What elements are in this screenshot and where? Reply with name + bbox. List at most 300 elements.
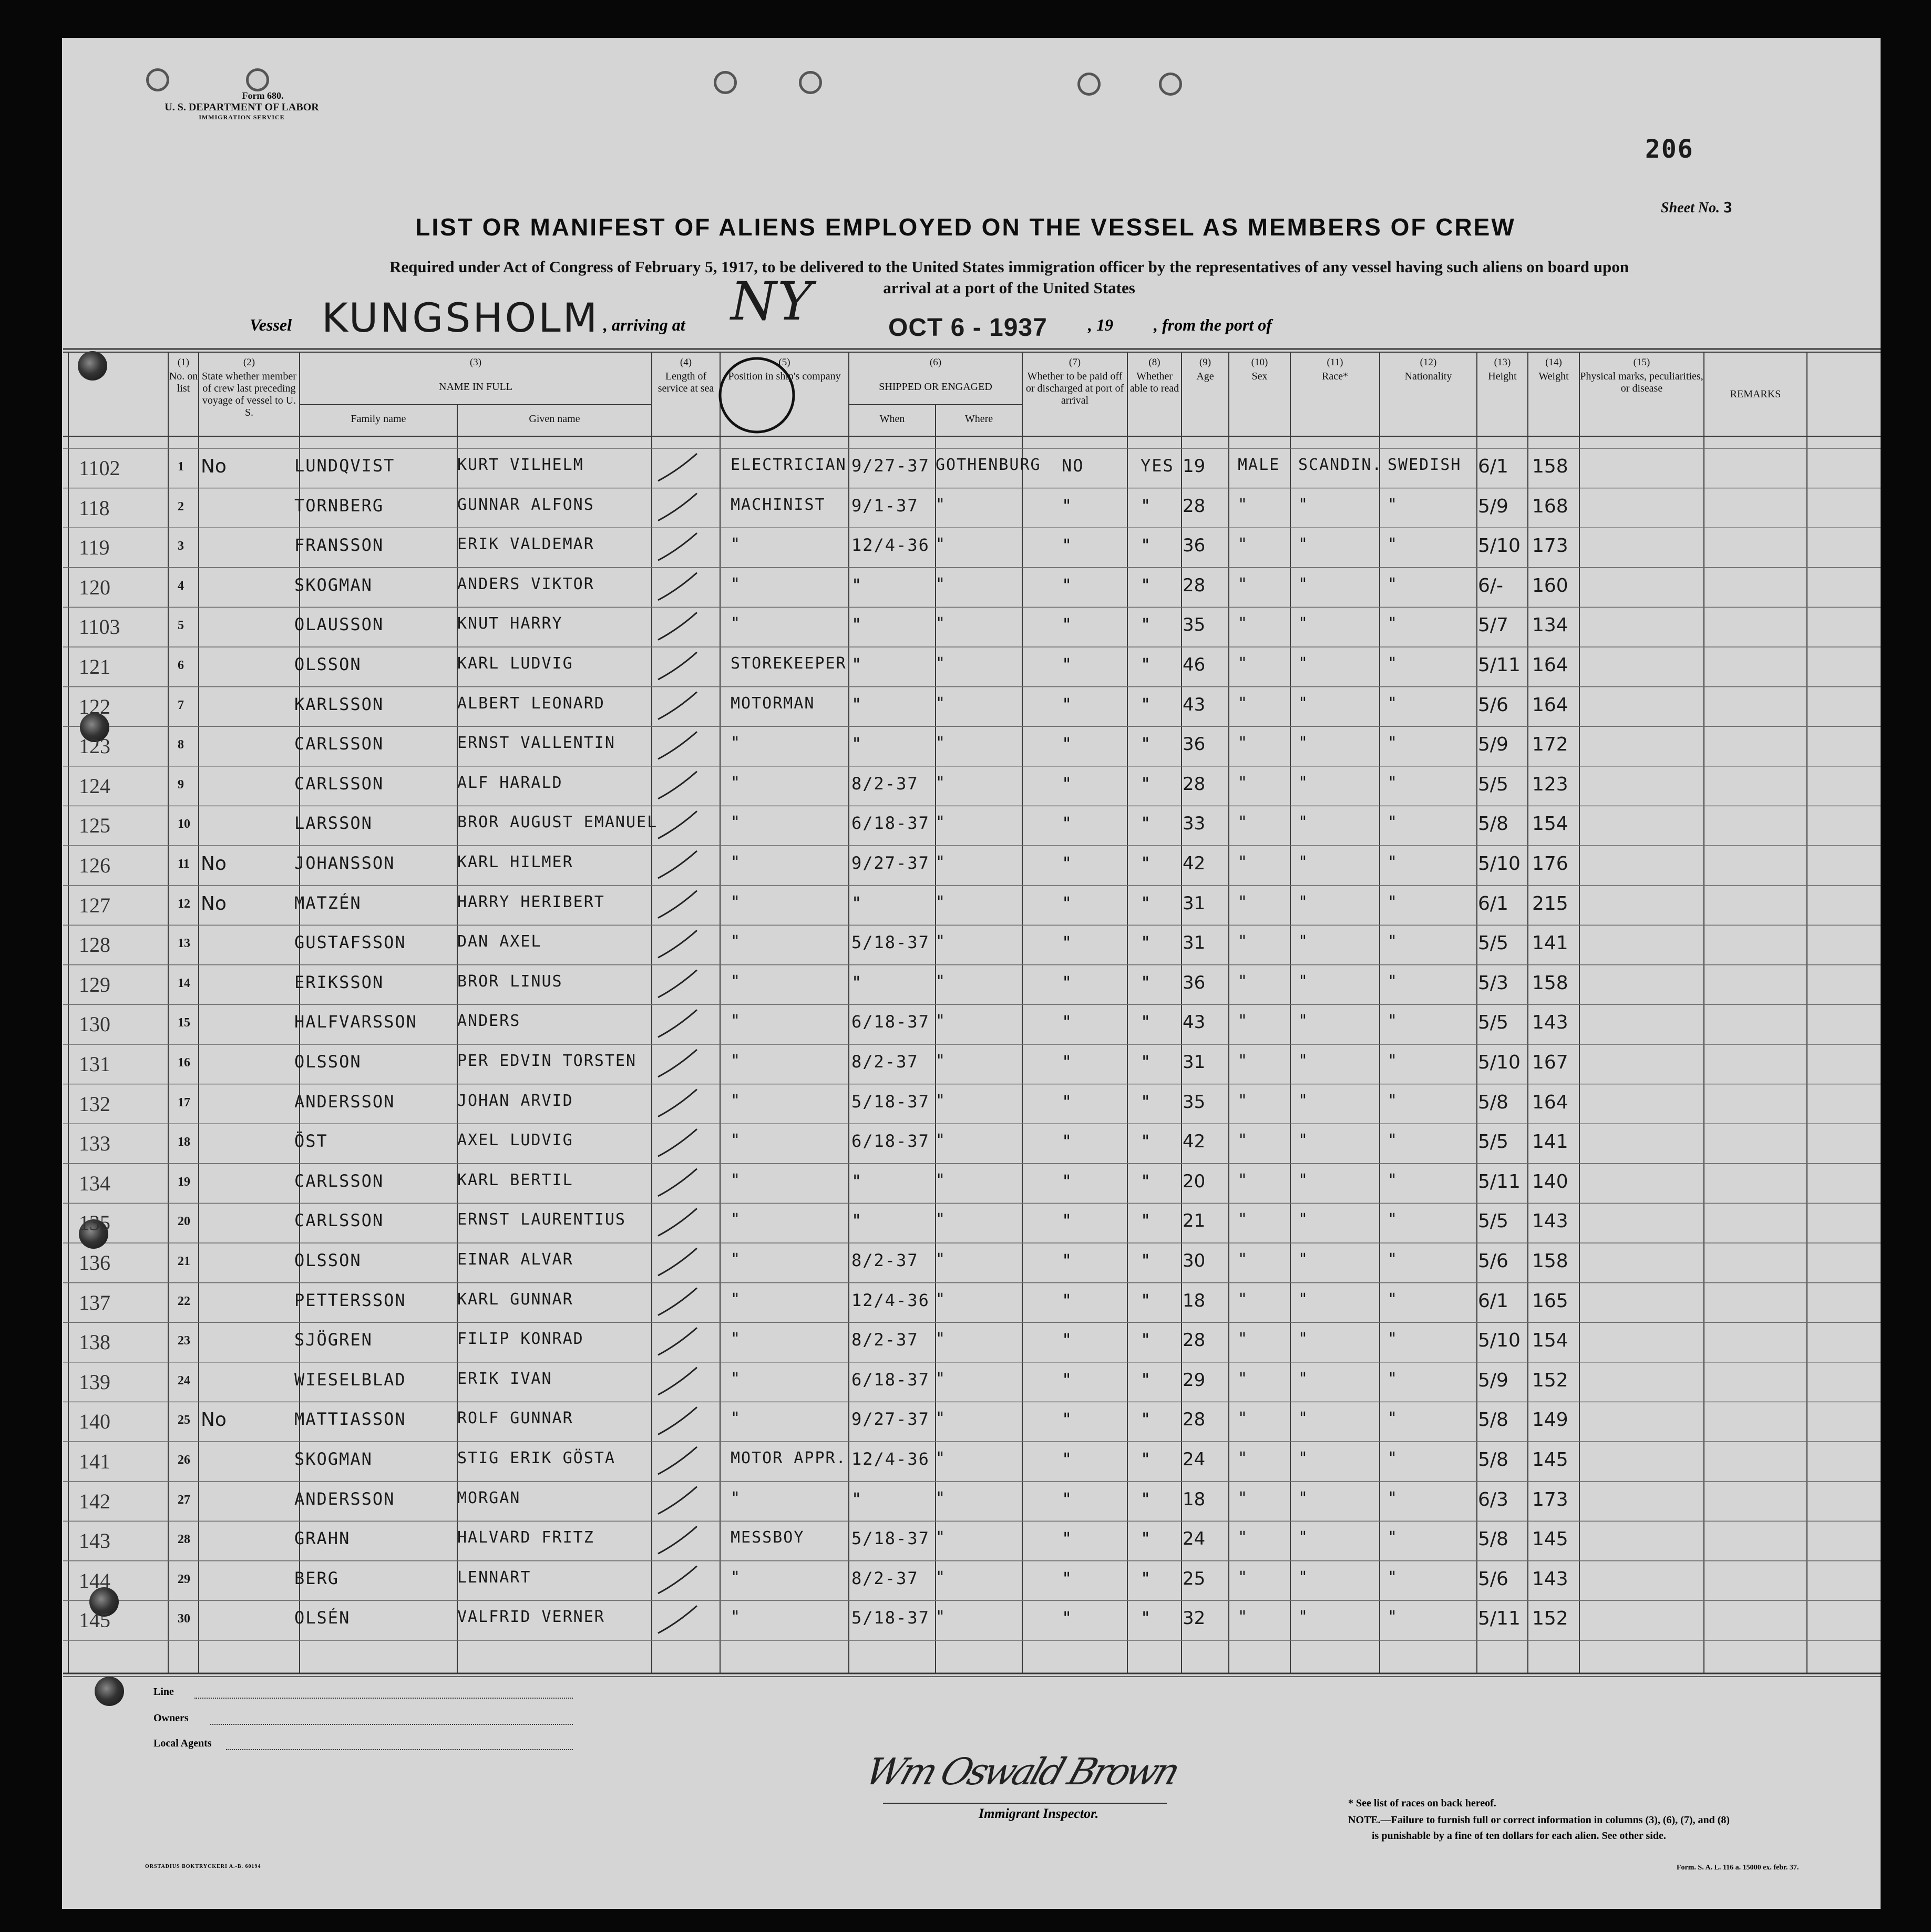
page-number: 206 bbox=[1645, 135, 1694, 164]
able-to-read-cell: " bbox=[1141, 1369, 1152, 1390]
weight-cell: 152 bbox=[1532, 1608, 1568, 1630]
shipped-when-cell: 9/1-37 bbox=[851, 495, 919, 516]
ref-number-cell: 118 bbox=[79, 496, 110, 520]
service-tick-mark bbox=[658, 732, 697, 759]
nationality-cell: " bbox=[1388, 853, 1399, 871]
ref-number-cell: 120 bbox=[79, 575, 110, 599]
service-tick-mark bbox=[658, 970, 697, 998]
line-number-cell: 5 bbox=[178, 619, 184, 633]
family-name-cell: CARLSSON bbox=[294, 773, 384, 794]
paid-off-cell: " bbox=[1062, 1131, 1073, 1152]
given-name-cell: ERIK IVAN bbox=[457, 1369, 552, 1388]
race-cell: " bbox=[1298, 535, 1309, 554]
arriving-port: NY bbox=[731, 271, 814, 332]
line-number-cell: 12 bbox=[178, 897, 190, 911]
weight-cell: 164 bbox=[1532, 654, 1568, 676]
form-code: Form. S. A. L. 116 a. 15000 ex. febr. 37. bbox=[1677, 1864, 1799, 1872]
weight-cell: 215 bbox=[1532, 892, 1568, 914]
race-cell: " bbox=[1298, 813, 1309, 832]
able-to-read-cell: " bbox=[1141, 614, 1152, 635]
column-header-able-to-read bbox=[1127, 356, 1182, 395]
line-number-cell: 26 bbox=[178, 1453, 190, 1467]
shipped-when-cell: " bbox=[851, 734, 863, 754]
family-name-cell: OLSSON bbox=[294, 1250, 362, 1270]
height-cell: 5/6 bbox=[1478, 1250, 1508, 1272]
position-cell: " bbox=[731, 1131, 742, 1150]
given-name-cell: ERNST VALLENTIN bbox=[457, 734, 615, 753]
vessel-label: Vessel bbox=[250, 315, 292, 334]
column-label: Weight bbox=[1538, 371, 1569, 382]
given-name-cell: BROR LINUS bbox=[457, 972, 563, 991]
weight-cell: 145 bbox=[1532, 1449, 1568, 1471]
shipped-when-cell: 8/2-37 bbox=[851, 1052, 919, 1072]
height-cell: 5/5 bbox=[1478, 1210, 1508, 1232]
line-number-cell: 6 bbox=[178, 659, 184, 672]
ref-number-cell: 129 bbox=[79, 972, 110, 996]
sex-cell: " bbox=[1238, 1449, 1249, 1467]
paid-off-cell: " bbox=[1062, 1170, 1073, 1191]
shipped-where-cell: " bbox=[936, 535, 947, 554]
paid-off-cell: " bbox=[1062, 1210, 1073, 1231]
race-cell: " bbox=[1298, 972, 1309, 991]
sex-cell: " bbox=[1238, 773, 1249, 792]
age-cell: 20 bbox=[1183, 1170, 1206, 1192]
sex-cell: " bbox=[1238, 1250, 1249, 1269]
age-cell: 35 bbox=[1183, 1091, 1206, 1113]
service-tick-mark bbox=[658, 692, 697, 720]
weight-cell: 165 bbox=[1532, 1290, 1568, 1312]
column-label: Whether to be paid off or discharged at port of arrival bbox=[1025, 371, 1124, 406]
shipped-where-cell: " bbox=[936, 694, 947, 713]
line-number-cell: 27 bbox=[178, 1493, 190, 1507]
service-tick-mark bbox=[658, 1208, 697, 1236]
weight-cell: 173 bbox=[1532, 535, 1568, 557]
column-header-given-name bbox=[457, 411, 652, 425]
line-number-cell: 7 bbox=[178, 698, 184, 712]
shipped-when-cell: 5/18-37 bbox=[851, 1608, 930, 1628]
race-cell: " bbox=[1298, 853, 1309, 871]
paid-off-cell: " bbox=[1062, 853, 1073, 873]
previous-voyage-cell: No bbox=[201, 1409, 227, 1431]
paid-off-cell: " bbox=[1062, 1290, 1073, 1310]
service: IMMIGRATION SERVICE bbox=[199, 114, 285, 121]
column-header-nationality bbox=[1380, 356, 1477, 383]
shipped-when-cell: 8/2-37 bbox=[851, 1330, 919, 1350]
given-name-cell: ANDERS bbox=[457, 1012, 521, 1031]
owners-rule bbox=[210, 1724, 573, 1725]
column-number: (2) bbox=[243, 357, 255, 368]
line-number-cell: 29 bbox=[178, 1572, 190, 1586]
weight-cell: 164 bbox=[1532, 1091, 1568, 1113]
able-to-read-cell: " bbox=[1141, 813, 1152, 834]
race-cell: " bbox=[1298, 1012, 1309, 1031]
nationality-cell: " bbox=[1388, 614, 1399, 633]
family-name-cell: OLSSON bbox=[294, 654, 362, 674]
paid-off-cell: " bbox=[1062, 1608, 1073, 1628]
column-header-age bbox=[1182, 356, 1229, 383]
column-label: Age bbox=[1196, 371, 1214, 382]
ref-number-cell: 141 bbox=[79, 1450, 110, 1473]
family-name-cell: LUNDQVIST bbox=[294, 456, 395, 476]
position-cell: MOTOR APPR. bbox=[731, 1449, 847, 1467]
race-cell: SCANDIN. bbox=[1298, 456, 1383, 474]
service-tick-mark bbox=[658, 1248, 697, 1276]
shipped-where-cell: " bbox=[936, 1091, 947, 1110]
given-name-cell: GUNNAR ALFONS bbox=[457, 495, 594, 514]
shipped-when-cell: 5/18-37 bbox=[851, 1528, 930, 1549]
able-to-read-cell: " bbox=[1141, 1210, 1152, 1231]
binder-ring bbox=[78, 351, 107, 381]
shipped-where-cell: " bbox=[936, 1608, 947, 1627]
paid-off-cell: " bbox=[1062, 773, 1073, 794]
family-name-cell: LARSSON bbox=[294, 813, 373, 834]
given-name-cell: ERIK VALDEMAR bbox=[457, 535, 594, 554]
shipped-where-cell: " bbox=[936, 853, 947, 871]
family-name-cell: GRAHN bbox=[294, 1528, 351, 1549]
shipped-when-cell: " bbox=[851, 892, 863, 913]
family-name-cell: HALFVARSSON bbox=[294, 1012, 417, 1032]
printer-imprint: ORSTADIUS BOKTRYCKERI A.-B. 60194 bbox=[145, 1864, 261, 1869]
weight-cell: 140 bbox=[1532, 1170, 1568, 1193]
nationality-cell: " bbox=[1388, 1449, 1399, 1467]
age-cell: 43 bbox=[1183, 694, 1206, 715]
nationality-cell: " bbox=[1388, 654, 1399, 673]
shipped-when-cell: 6/18-37 bbox=[851, 1131, 930, 1152]
service-tick-mark bbox=[658, 811, 697, 838]
sex-cell: " bbox=[1238, 495, 1249, 514]
column-label: Height bbox=[1488, 371, 1517, 382]
service-tick-mark bbox=[658, 1169, 697, 1196]
shipped-when-cell: 9/27-37 bbox=[851, 456, 930, 476]
ref-number-cell: 132 bbox=[79, 1092, 110, 1116]
weight-cell: 173 bbox=[1532, 1488, 1568, 1510]
column-header-shipped-engaged bbox=[849, 356, 1022, 393]
shipped-where-cell: GOTHENBURG bbox=[936, 456, 1041, 474]
shipped-where-cell: " bbox=[936, 495, 947, 514]
nationality-cell: " bbox=[1388, 1131, 1399, 1150]
sheet-value: 3 bbox=[1723, 199, 1732, 216]
given-name-cell: KARL HILMER bbox=[457, 853, 573, 871]
family-name-cell: PETTERSSON bbox=[294, 1290, 406, 1310]
column-header-where bbox=[936, 411, 1022, 425]
sex-cell: " bbox=[1238, 734, 1249, 753]
position-cell: " bbox=[731, 773, 742, 792]
position-cell: " bbox=[731, 1091, 742, 1110]
position-cell: MESSBOY bbox=[731, 1528, 805, 1547]
punch-hole bbox=[146, 68, 169, 91]
paid-off-cell: " bbox=[1062, 1449, 1073, 1469]
given-name-cell: ROLF GUNNAR bbox=[457, 1409, 573, 1428]
position-cell: " bbox=[731, 614, 742, 633]
race-cell: " bbox=[1298, 1449, 1309, 1467]
sex-cell: " bbox=[1238, 1409, 1249, 1428]
position-cell: MOTORMAN bbox=[731, 694, 815, 713]
able-to-read-cell: " bbox=[1141, 1409, 1152, 1430]
weight-cell: 167 bbox=[1532, 1052, 1568, 1073]
height-cell: 6/1 bbox=[1478, 892, 1508, 914]
given-name-cell: PER EDVIN TORSTEN bbox=[457, 1052, 637, 1070]
nationality-cell: " bbox=[1388, 495, 1399, 514]
race-cell: " bbox=[1298, 1330, 1309, 1349]
shipped-where-cell: " bbox=[936, 1369, 947, 1388]
family-name-cell: WIESELBLAD bbox=[294, 1369, 406, 1390]
position-cell: " bbox=[731, 1012, 742, 1031]
able-to-read-cell: " bbox=[1141, 535, 1152, 556]
age-cell: 25 bbox=[1183, 1568, 1206, 1589]
race-cell: " bbox=[1298, 773, 1309, 792]
age-cell: 19 bbox=[1183, 456, 1206, 477]
form-number: Form 680. bbox=[242, 90, 284, 101]
sex-cell: " bbox=[1238, 1528, 1249, 1547]
age-cell: 35 bbox=[1183, 614, 1206, 636]
nationality-cell: " bbox=[1388, 574, 1399, 593]
family-name-cell: GUSTAFSSON bbox=[294, 932, 406, 953]
shipped-where-cell: " bbox=[936, 734, 947, 753]
column-number: (11) bbox=[1327, 357, 1343, 368]
nationality-cell: " bbox=[1388, 1528, 1399, 1547]
race-cell: " bbox=[1298, 1528, 1309, 1547]
nationality-cell: " bbox=[1388, 932, 1399, 951]
position-cell: " bbox=[731, 734, 742, 753]
position-cell: " bbox=[731, 1170, 742, 1189]
ref-number-cell: 121 bbox=[79, 655, 110, 679]
nationality-cell: " bbox=[1388, 1250, 1399, 1269]
height-cell: 5/11 bbox=[1478, 1608, 1521, 1630]
local-agents-label: Local Agents bbox=[153, 1738, 212, 1749]
able-to-read-cell: " bbox=[1141, 972, 1152, 992]
shipped-when-cell: " bbox=[851, 574, 863, 595]
shipped-when-cell: 8/2-37 bbox=[851, 1568, 919, 1588]
age-cell: 31 bbox=[1183, 892, 1206, 914]
service-tick-mark bbox=[658, 1328, 697, 1355]
column-label: Family name bbox=[351, 413, 406, 425]
service-tick-mark bbox=[658, 851, 697, 878]
line-number-cell: 18 bbox=[178, 1135, 190, 1149]
subtitle-line2: arrival at a port of the United States bbox=[883, 279, 1135, 297]
age-cell: 31 bbox=[1183, 932, 1206, 954]
given-name-cell: KNUT HARRY bbox=[457, 614, 563, 633]
position-cell: " bbox=[731, 813, 742, 832]
service-tick-mark bbox=[658, 454, 697, 481]
nationality-cell: " bbox=[1388, 1091, 1399, 1110]
age-cell: 33 bbox=[1183, 813, 1206, 835]
sex-cell: " bbox=[1238, 1012, 1249, 1031]
line-number-cell: 14 bbox=[178, 976, 190, 990]
paid-off-cell: " bbox=[1062, 1091, 1073, 1112]
given-name-cell: MORGAN bbox=[457, 1488, 521, 1507]
column-number: (4) bbox=[680, 357, 692, 368]
ref-number-cell: 126 bbox=[79, 854, 110, 877]
shipped-when-cell: " bbox=[851, 614, 863, 635]
position-cell: " bbox=[731, 972, 742, 991]
ref-number-cell: 131 bbox=[79, 1052, 110, 1076]
punch-hole bbox=[1159, 73, 1182, 96]
line-number-cell: 23 bbox=[178, 1334, 190, 1348]
service-tick-mark bbox=[658, 1090, 697, 1117]
line-number-cell: 10 bbox=[178, 817, 190, 831]
age-cell: 36 bbox=[1183, 734, 1206, 755]
weight-cell: 134 bbox=[1532, 614, 1568, 636]
shipped-where-cell: " bbox=[936, 1409, 947, 1428]
able-to-read-cell: " bbox=[1141, 892, 1152, 913]
age-cell: 28 bbox=[1183, 1330, 1206, 1351]
shipped-when-cell: 6/18-37 bbox=[851, 1369, 930, 1390]
line-number-cell: 25 bbox=[178, 1413, 190, 1427]
race-cell: " bbox=[1298, 1568, 1309, 1587]
nationality-cell: SWEDISH bbox=[1388, 456, 1462, 474]
shipped-when-cell: 9/27-37 bbox=[851, 853, 930, 873]
nationality-cell: " bbox=[1388, 734, 1399, 753]
ref-number-cell: 139 bbox=[79, 1370, 110, 1394]
nationality-cell: " bbox=[1388, 972, 1399, 991]
family-name-cell: OLAUSSON bbox=[294, 614, 384, 635]
shipped-when-cell: 6/18-37 bbox=[851, 813, 930, 834]
height-cell: 6/1 bbox=[1478, 456, 1508, 477]
position-cell: STOREKEEPER bbox=[731, 654, 847, 673]
column-number: (3) bbox=[469, 357, 482, 368]
ref-number-cell: 140 bbox=[79, 1410, 110, 1434]
sex-cell: " bbox=[1238, 1091, 1249, 1110]
weight-cell: 158 bbox=[1532, 456, 1568, 477]
sex-cell: " bbox=[1238, 1052, 1249, 1070]
service-tick-mark bbox=[658, 494, 697, 521]
paid-off-cell: " bbox=[1062, 1488, 1073, 1509]
line-number-cell: 20 bbox=[178, 1215, 190, 1229]
height-cell: 5/8 bbox=[1478, 813, 1508, 835]
inspector-label: Immigrant Inspector. bbox=[979, 1806, 1099, 1821]
ref-number-cell: 1103 bbox=[79, 615, 120, 639]
given-name-cell: ANDERS VIKTOR bbox=[457, 574, 594, 593]
line-number-cell: 15 bbox=[178, 1016, 190, 1030]
age-cell: 43 bbox=[1183, 1012, 1206, 1033]
age-cell: 28 bbox=[1183, 1409, 1206, 1431]
ref-number-cell: 128 bbox=[79, 933, 110, 957]
position-cell: " bbox=[731, 932, 742, 951]
ref-number-cell: 124 bbox=[79, 774, 110, 798]
weight-cell: 176 bbox=[1532, 853, 1568, 875]
paid-off-cell: " bbox=[1062, 1250, 1073, 1270]
sex-cell: " bbox=[1238, 694, 1249, 713]
paid-off-cell: " bbox=[1062, 1369, 1073, 1390]
weight-cell: 152 bbox=[1532, 1369, 1568, 1391]
able-to-read-cell: YES bbox=[1141, 456, 1174, 476]
agents-rule bbox=[226, 1749, 573, 1750]
line-label: Line bbox=[153, 1686, 174, 1698]
height-cell: 5/5 bbox=[1478, 1131, 1508, 1153]
line-number-cell: 21 bbox=[178, 1255, 190, 1268]
height-cell: 5/5 bbox=[1478, 932, 1508, 954]
given-name-cell: HARRY HERIBERT bbox=[457, 892, 605, 911]
paid-off-cell: " bbox=[1062, 495, 1073, 516]
height-cell: 5/9 bbox=[1478, 734, 1508, 756]
line-number-cell: 28 bbox=[178, 1533, 190, 1547]
ref-number-cell: 144 bbox=[79, 1568, 110, 1592]
able-to-read-cell: " bbox=[1141, 932, 1152, 953]
height-cell: 5/11 bbox=[1478, 654, 1521, 676]
service-tick-mark bbox=[658, 533, 697, 560]
note-line1: NOTE.—Failure to furnish full or correct information in columns (3), (6), (7), and (8) bbox=[1348, 1814, 1730, 1826]
given-name-cell: KARL BERTIL bbox=[457, 1170, 573, 1189]
column-label: REMARKS bbox=[1730, 388, 1781, 400]
paid-off-cell: " bbox=[1062, 654, 1073, 674]
line-number-cell: 1 bbox=[178, 460, 184, 474]
family-name-cell: CARLSSON bbox=[294, 1170, 384, 1191]
race-cell: " bbox=[1298, 1131, 1309, 1150]
column-header-physical-marks bbox=[1579, 356, 1704, 395]
ref-number-cell: 138 bbox=[79, 1330, 110, 1354]
weight-cell: 168 bbox=[1532, 495, 1568, 517]
paid-off-cell: " bbox=[1062, 1012, 1073, 1032]
column-header-length-of-service bbox=[652, 356, 720, 395]
race-cell: " bbox=[1298, 654, 1309, 673]
age-cell: 36 bbox=[1183, 535, 1206, 557]
shipped-where-cell: " bbox=[936, 654, 947, 673]
height-cell: 5/6 bbox=[1478, 694, 1508, 716]
service-tick-mark bbox=[658, 1606, 697, 1633]
age-cell: 18 bbox=[1183, 1488, 1206, 1510]
nationality-cell: " bbox=[1388, 1608, 1399, 1627]
column-label: SHIPPED OR ENGAGED bbox=[879, 381, 992, 393]
race-cell: " bbox=[1298, 932, 1309, 951]
sex-cell: " bbox=[1238, 1488, 1249, 1507]
age-cell: 36 bbox=[1183, 972, 1206, 993]
able-to-read-cell: " bbox=[1141, 1330, 1152, 1350]
column-label: Whether able to read bbox=[1129, 371, 1179, 394]
shipped-where-cell: " bbox=[936, 1449, 947, 1467]
given-name-cell: FILIP KONRAD bbox=[457, 1330, 584, 1349]
position-cell: " bbox=[731, 1052, 742, 1070]
shipped-when-cell: 12/4-36 bbox=[851, 1449, 930, 1469]
sex-cell: " bbox=[1238, 1330, 1249, 1349]
line-number-cell: 22 bbox=[178, 1294, 190, 1308]
column-label: Where bbox=[964, 413, 993, 425]
ref-number-cell: 137 bbox=[79, 1290, 110, 1314]
shipped-where-cell: " bbox=[936, 1131, 947, 1150]
age-cell: 21 bbox=[1183, 1210, 1206, 1232]
column-header-race bbox=[1290, 356, 1380, 383]
position-cell: " bbox=[731, 1409, 742, 1428]
age-cell: 29 bbox=[1183, 1369, 1206, 1391]
weight-cell: 149 bbox=[1532, 1409, 1568, 1431]
column-header-remarks bbox=[1704, 386, 1807, 400]
shipped-when-cell: 9/27-37 bbox=[851, 1409, 930, 1430]
height-cell: 5/8 bbox=[1478, 1409, 1508, 1431]
column-header-weight bbox=[1528, 356, 1579, 383]
race-cell: " bbox=[1298, 1608, 1309, 1627]
height-cell: 5/8 bbox=[1478, 1091, 1508, 1113]
position-cell: " bbox=[731, 1488, 742, 1507]
position-cell: " bbox=[731, 1210, 742, 1229]
shipped-when-cell: " bbox=[851, 1488, 863, 1509]
able-to-read-cell: " bbox=[1141, 773, 1152, 794]
age-cell: 46 bbox=[1183, 654, 1206, 675]
shipped-where-cell: " bbox=[936, 1330, 947, 1349]
from-port-label: , from the port of bbox=[1154, 315, 1272, 334]
subtitle-line1: Required under Act of Congress of February 5, 1917, to be delivered to the United States immigration officer by the representatives of any vessel having such aliens on board upon bbox=[389, 258, 1629, 276]
punch-hole bbox=[246, 68, 269, 91]
able-to-read-cell: " bbox=[1141, 1528, 1152, 1549]
note-line2: is punishable by a fine of ten dollars for each alien. See other side. bbox=[1372, 1830, 1666, 1842]
weight-cell: 141 bbox=[1532, 932, 1568, 954]
family-name-cell: KARLSSON bbox=[294, 694, 384, 714]
service-tick-mark bbox=[658, 1447, 697, 1474]
sex-cell: " bbox=[1238, 813, 1249, 832]
nationality-cell: " bbox=[1388, 1568, 1399, 1587]
height-cell: 5/9 bbox=[1478, 495, 1508, 517]
line-number-cell: 3 bbox=[178, 539, 184, 553]
age-cell: 24 bbox=[1183, 1528, 1206, 1550]
height-cell: 5/5 bbox=[1478, 773, 1508, 795]
